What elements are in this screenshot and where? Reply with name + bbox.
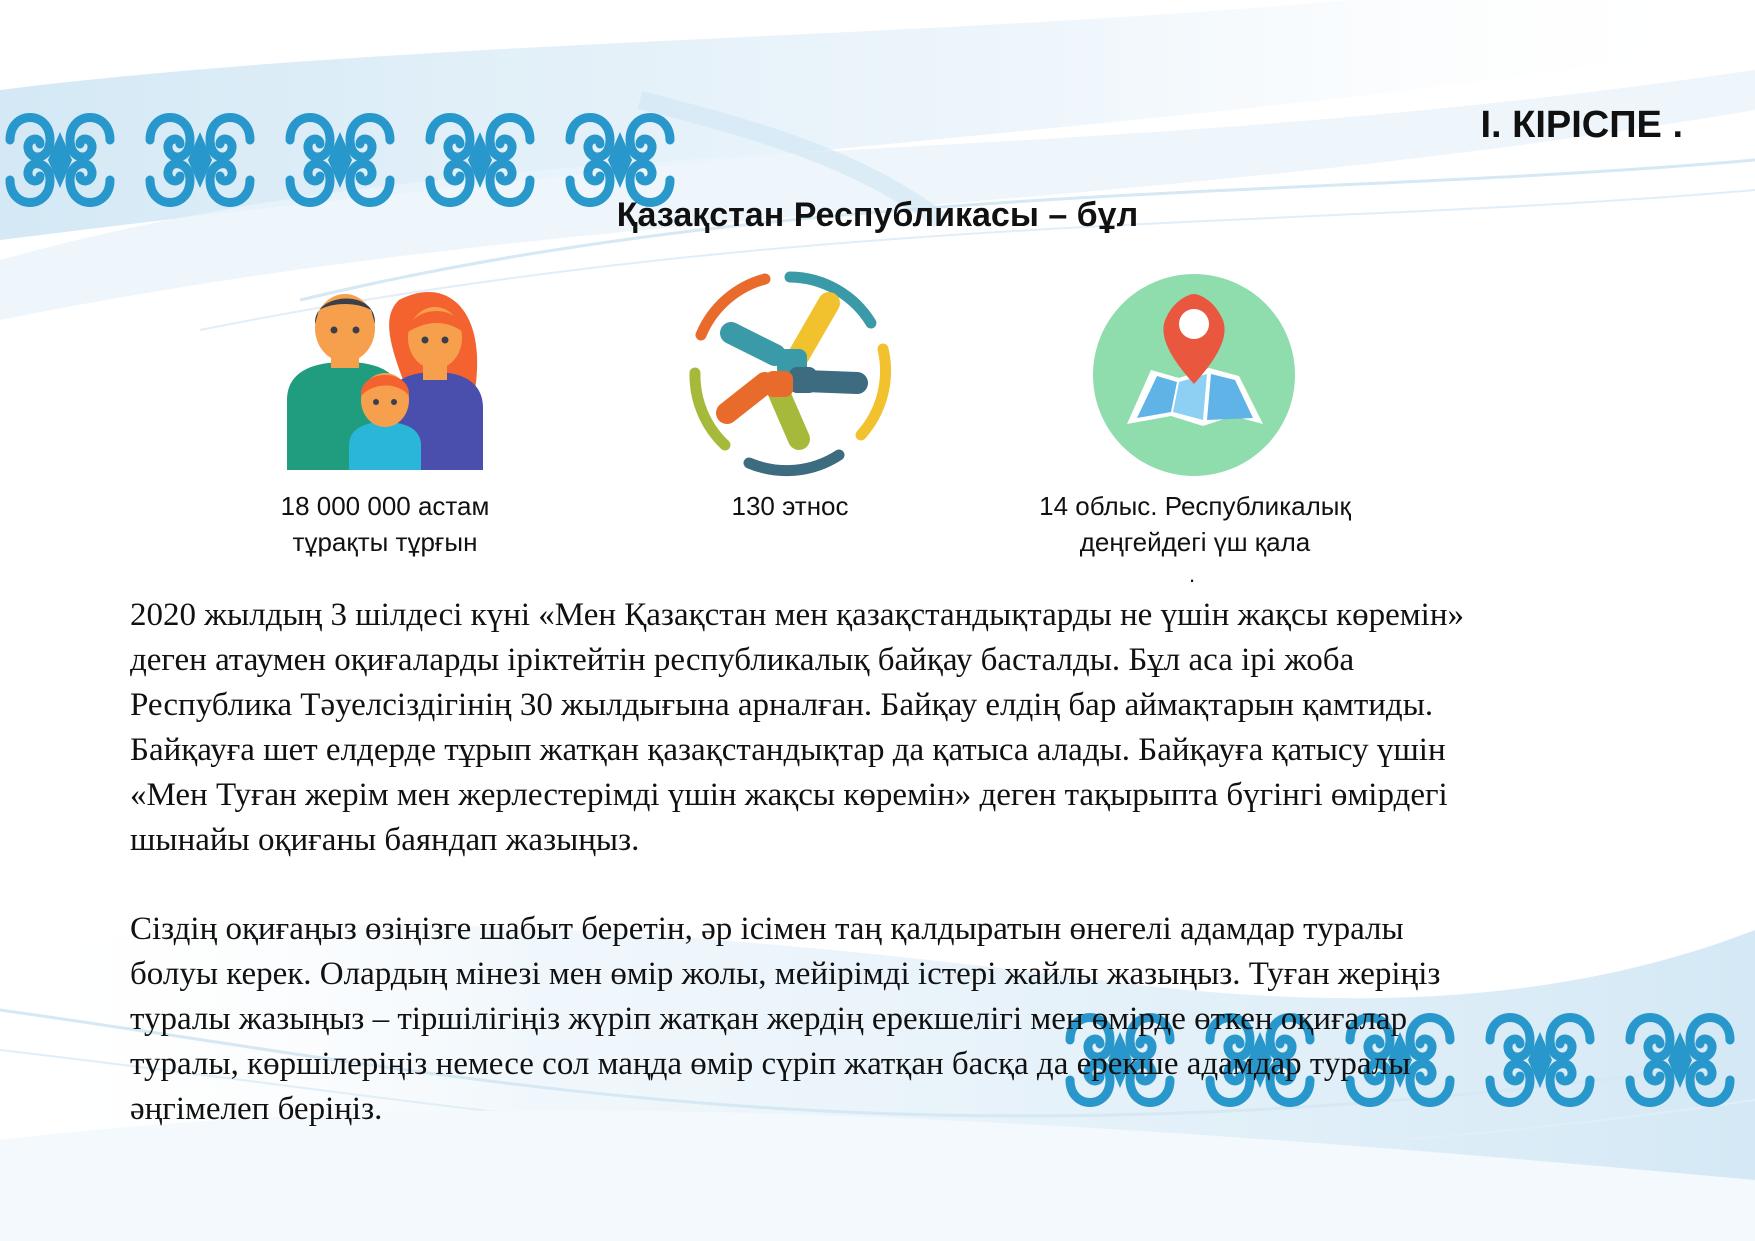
section-heading: І. КІРІСПЕ . <box>1480 104 1683 146</box>
family-icon <box>287 280 483 470</box>
paragraph-2 <box>130 907 1670 1132</box>
paragraph-line: болуы керек. Олардың мінезі мен өмір жолы, мейірімді істері жайлы жазыңыз. Туған жеріңіз <box>130 956 1441 992</box>
page-title: Қазақстан Республикасы – бұл <box>616 196 1139 234</box>
paragraph-line: Сіздің оқиғаңыз өзіңізге шабыт беретін, әр ісімен таң қалдыратын өнегелі адамдар туралы <box>130 911 1404 947</box>
stat-regions-caption <box>1000 488 1390 560</box>
paragraph-line: туралы, көршілеріңіз немесе сол маңда өмір сүріп жатқан басқа да ерекше адамдар туралы <box>130 1046 1411 1082</box>
caption-line: тұрақты тұрғын <box>292 527 478 557</box>
paragraph-1 <box>130 593 1670 863</box>
joined-hands-icon <box>679 263 901 481</box>
stat-ethnos-caption <box>640 488 940 524</box>
stat-footnote: . <box>1189 562 1196 587</box>
paragraph-line: деген атаумен оқиғаларды іріктейтін республикалық байқау басталды. Бұл аса ірі жоба <box>130 642 1355 678</box>
paragraph-line: әңгімелеп беріңіз. <box>130 1091 383 1127</box>
caption-line: 14 облыс. Республикалық <box>1039 491 1351 521</box>
paragraph-line: «Мен Туған жерім мен жерлестерімді үшін жақсы көремін» деген тақырыпта бүгінгі өмірдегі <box>130 777 1448 813</box>
caption-line: деңгейдегі үш қала <box>1079 527 1311 557</box>
caption-line: 18 000 000 астам <box>280 491 490 521</box>
paragraph-line: Республика Тәуелсіздігінің 30 жылдығына арналған. Байқау елдің бар аймақтарын қамтиды. <box>130 687 1434 723</box>
paragraph-line: 2020 жылдың 3 шілдесі күні «Мен Қазақстан мен қазақстандықтарды не үшін жақсы көремін» <box>130 597 1465 633</box>
map-pin-icon <box>1093 274 1295 476</box>
caption-line: 130 этнос <box>731 491 849 521</box>
paragraph-line: шынайы оқиғаны баяндап жазыңыз. <box>130 822 640 858</box>
paragraph-line: туралы жазыңыз – тіршілігіңіз жүріп жатқан жердің ерекшелігі мен өмірде өткен оқиғалар <box>130 1001 1408 1037</box>
paragraph-line: Байқауға шет елдерде тұрып жатқан қазақстандықтар да қатыса алады. Байқауға қатысу үшін <box>130 732 1446 768</box>
stat-population-caption <box>240 488 530 560</box>
